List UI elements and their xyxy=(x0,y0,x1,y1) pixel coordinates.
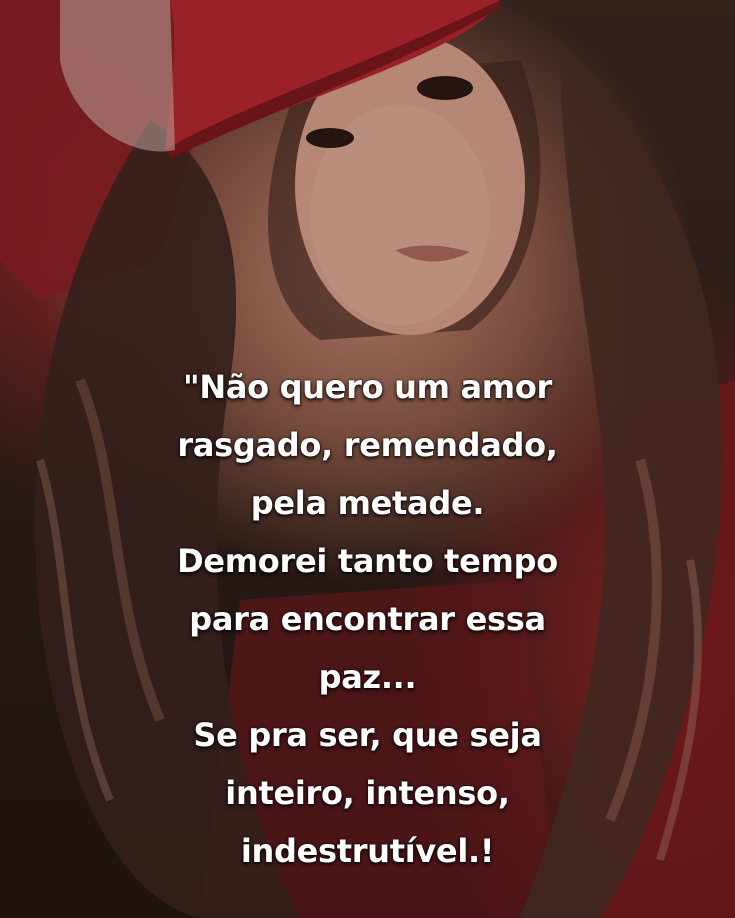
quote-line: paz... xyxy=(318,658,417,696)
quote-line: pela metade. xyxy=(250,484,485,522)
quote-line: rasgado, remendado, xyxy=(177,426,558,464)
quote-line: Se pra ser, que seja xyxy=(193,716,542,754)
quote-line: para encontrar essa xyxy=(189,600,546,638)
quote-line: indestrutível.! xyxy=(240,832,495,870)
quote-text xyxy=(0,358,735,880)
quote-line: inteiro, intenso, xyxy=(225,774,510,812)
quote-line: Demorei tanto tempo xyxy=(177,542,558,580)
quote-line: "Não quero um amor xyxy=(182,368,553,406)
